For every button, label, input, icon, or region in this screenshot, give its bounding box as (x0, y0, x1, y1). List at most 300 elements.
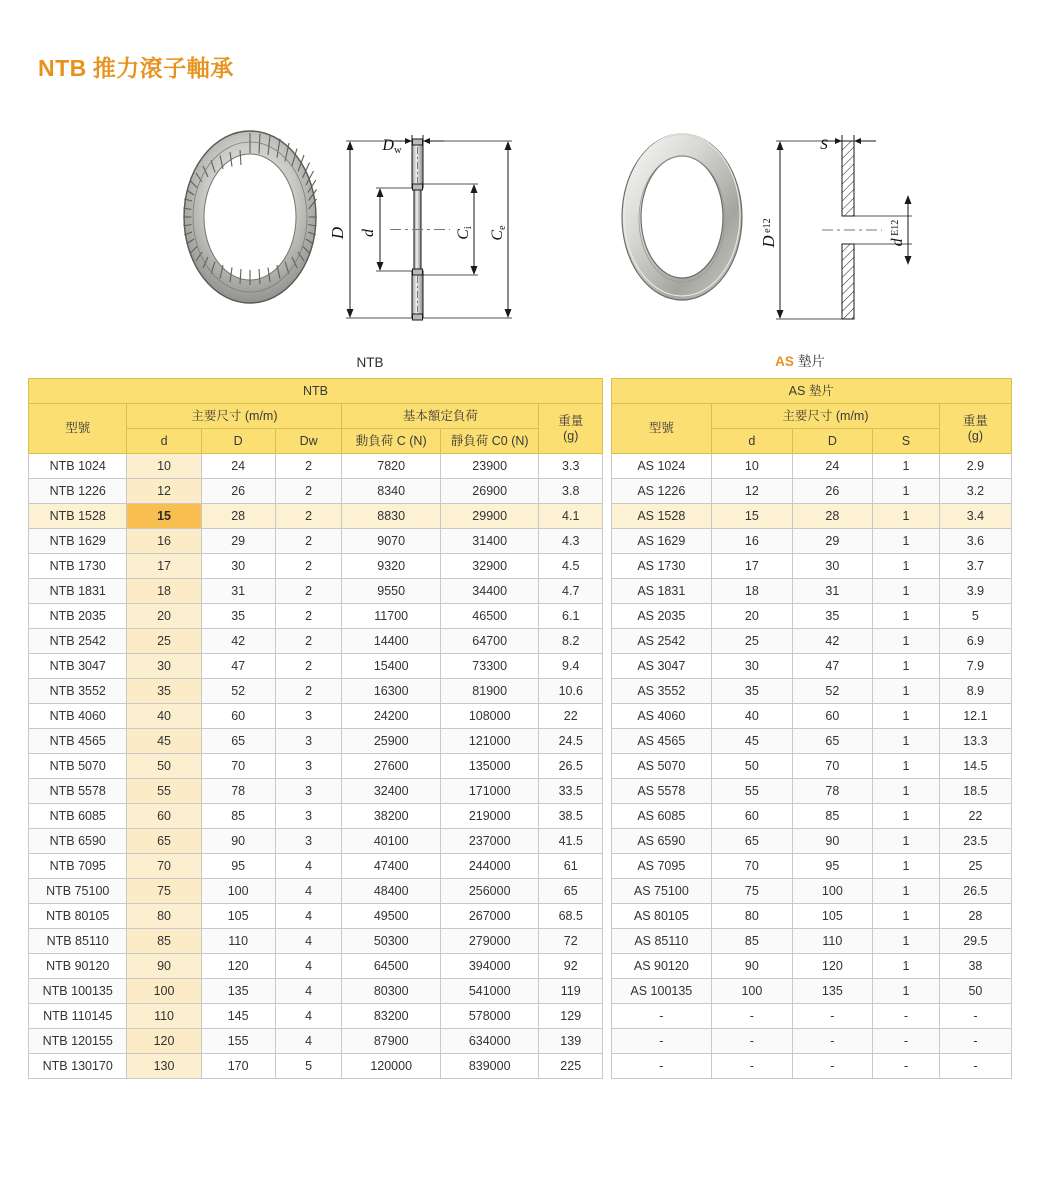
cell-ntb-dynamic-load: 120000 (342, 1054, 440, 1079)
specification-table-wrapper (28, 378, 1012, 1079)
cell-ntb-dynamic-load: 9550 (342, 579, 440, 604)
table-row[interactable] (29, 904, 1012, 929)
table-gap-column (603, 879, 611, 904)
cell-ntb-d: 80 (127, 904, 201, 929)
cell-ntb-model: NTB 4565 (29, 729, 127, 754)
cell-ntb-dynamic-load: 83200 (342, 1004, 440, 1029)
cell-as-S: 1 (873, 804, 940, 829)
cell-as-d: 50 (712, 754, 792, 779)
cell-as-weight: 12.1 (939, 704, 1011, 729)
cell-ntb-d: 16 (127, 529, 201, 554)
cell-ntb-d: 65 (127, 829, 201, 854)
table-gap-column (603, 829, 611, 854)
table-row[interactable] (29, 979, 1012, 1004)
table-gap-column (603, 404, 611, 429)
cell-as-model: AS 1730 (611, 554, 712, 579)
cell-as-S: 1 (873, 954, 940, 979)
cell-as-weight: 18.5 (939, 779, 1011, 804)
cell-as-d: 40 (712, 704, 792, 729)
cell-ntb-D: 95 (201, 854, 275, 879)
cell-ntb-model: NTB 5070 (29, 754, 127, 779)
ntb-drawing (160, 105, 580, 355)
cell-ntb-d: 25 (127, 629, 201, 654)
table-row[interactable] (29, 554, 1012, 579)
table-row[interactable] (29, 929, 1012, 954)
cell-ntb-d: 120 (127, 1029, 201, 1054)
cell-as-weight: 50 (939, 979, 1011, 1004)
cell-ntb-D: 29 (201, 529, 275, 554)
header-ntb-weight-label: 重量 (558, 414, 584, 429)
cell-as-weight: - (939, 1029, 1011, 1054)
cell-as-d: 65 (712, 829, 792, 854)
cell-as-weight: 3.2 (939, 479, 1011, 504)
cell-as-model: AS 1528 (611, 504, 712, 529)
header-as-D: D (792, 429, 872, 454)
table-gap-column (603, 429, 611, 454)
cell-as-model: AS 80105 (611, 904, 712, 929)
label-d-E12: d $^{E12}$ (889, 219, 906, 247)
cell-ntb-dynamic-load: 8830 (342, 504, 440, 529)
cell-as-d: 16 (712, 529, 792, 554)
header-as-weight-label: 重量 (962, 414, 988, 429)
cell-ntb-model: NTB 5578 (29, 779, 127, 804)
cell-ntb-model: NTB 1226 (29, 479, 127, 504)
cell-ntb-static-load: 578000 (440, 1004, 538, 1029)
table-gap-column (603, 454, 611, 479)
table-gap-column (603, 479, 611, 504)
cell-as-S: 1 (873, 904, 940, 929)
cell-ntb-static-load: 31400 (440, 529, 538, 554)
cell-ntb-d: 40 (127, 704, 201, 729)
cell-as-weight: 13.3 (939, 729, 1011, 754)
table-gap-column (603, 729, 611, 754)
cell-ntb-D: 24 (201, 454, 275, 479)
cell-ntb-D: 30 (201, 554, 275, 579)
cell-ntb-weight: 24.5 (539, 729, 603, 754)
cell-as-weight: 14.5 (939, 754, 1011, 779)
table-gap-column (603, 554, 611, 579)
cell-as-weight: 3.9 (939, 579, 1011, 604)
header-as-weight-unit: (g) (967, 428, 984, 443)
cell-as-model: - (611, 1004, 712, 1029)
cell-ntb-dynamic-load: 32400 (342, 779, 440, 804)
table-row[interactable] (29, 604, 1012, 629)
cell-as-model: AS 4060 (611, 704, 712, 729)
cell-ntb-Dw: 4 (275, 904, 342, 929)
table-gap-column (603, 579, 611, 604)
cell-ntb-model: NTB 6085 (29, 804, 127, 829)
cell-ntb-Dw: 2 (275, 454, 342, 479)
cell-ntb-model: NTB 1528 (29, 504, 127, 529)
table-row[interactable] (29, 479, 1012, 504)
cell-as-D: 105 (792, 904, 872, 929)
cell-ntb-Dw: 3 (275, 754, 342, 779)
cell-as-weight: 3.6 (939, 529, 1011, 554)
cell-ntb-dynamic-load: 48400 (342, 879, 440, 904)
cell-ntb-dynamic-load: 9320 (342, 554, 440, 579)
cell-ntb-d: 30 (127, 654, 201, 679)
cell-as-model: AS 1226 (611, 479, 712, 504)
table-gap-column (603, 654, 611, 679)
table-row[interactable] (29, 804, 1012, 829)
cell-ntb-dynamic-load: 87900 (342, 1029, 440, 1054)
cell-as-D: 135 (792, 979, 872, 1004)
cell-ntb-Dw: 2 (275, 504, 342, 529)
cell-as-D: 120 (792, 954, 872, 979)
cell-ntb-model: NTB 2035 (29, 604, 127, 629)
cell-as-d: 90 (712, 954, 792, 979)
cell-ntb-Dw: 2 (275, 479, 342, 504)
cell-ntb-Dw: 3 (275, 804, 342, 829)
cell-ntb-d: 100 (127, 979, 201, 1004)
cell-ntb-d: 45 (127, 729, 201, 754)
cell-as-D: - (792, 1029, 872, 1054)
cell-ntb-d: 20 (127, 604, 201, 629)
table-row[interactable] (29, 629, 1012, 654)
cell-ntb-static-load: 26900 (440, 479, 538, 504)
cell-ntb-weight: 4.5 (539, 554, 603, 579)
cell-ntb-dynamic-load: 50300 (342, 929, 440, 954)
cell-as-D: 65 (792, 729, 872, 754)
cell-as-weight: 38 (939, 954, 1011, 979)
cell-ntb-D: 100 (201, 879, 275, 904)
table-row[interactable] (29, 579, 1012, 604)
cell-as-d: 25 (712, 629, 792, 654)
cell-ntb-dynamic-load: 24200 (342, 704, 440, 729)
cell-as-D: 85 (792, 804, 872, 829)
label-Dw: Dw (382, 137, 402, 156)
cell-as-weight: - (939, 1004, 1011, 1029)
cell-as-d: 30 (712, 654, 792, 679)
group-header-as: AS 墊片 (611, 379, 1011, 404)
page-title (38, 50, 234, 83)
cell-ntb-D: 42 (201, 629, 275, 654)
ntb-figure (160, 105, 580, 370)
cell-as-D: 60 (792, 704, 872, 729)
cell-ntb-d: 70 (127, 854, 201, 879)
cell-ntb-Dw: 2 (275, 554, 342, 579)
figures-section (0, 105, 1040, 370)
cell-ntb-Dw: 3 (275, 729, 342, 754)
cell-ntb-static-load: 279000 (440, 929, 538, 954)
cell-ntb-weight: 4.7 (539, 579, 603, 604)
cell-as-d: 12 (712, 479, 792, 504)
table-gap-column (603, 979, 611, 1004)
cell-ntb-weight: 4.1 (539, 504, 603, 529)
header-as-S: S (873, 429, 940, 454)
cell-ntb-weight: 41.5 (539, 829, 603, 854)
table-gap-column (603, 629, 611, 654)
cell-ntb-static-load: 839000 (440, 1054, 538, 1079)
cell-ntb-Dw: 5 (275, 1054, 342, 1079)
cell-as-S: 1 (873, 929, 940, 954)
cell-ntb-dynamic-load: 27600 (342, 754, 440, 779)
cell-as-S: 1 (873, 529, 940, 554)
page-title-cjk: 推力滾子軸承 (92, 55, 234, 81)
cell-as-S: - (873, 1029, 940, 1054)
cell-as-model: AS 3047 (611, 654, 712, 679)
cell-as-model: AS 1024 (611, 454, 712, 479)
cell-ntb-weight: 26.5 (539, 754, 603, 779)
as-dimension-labels (759, 137, 906, 249)
label-d: d (360, 229, 377, 237)
table-row[interactable] (29, 504, 1012, 529)
cell-ntb-static-load: 171000 (440, 779, 538, 804)
cell-as-d: 60 (712, 804, 792, 829)
cell-as-model: - (611, 1054, 712, 1079)
cell-ntb-Dw: 2 (275, 679, 342, 704)
cell-ntb-model: NTB 120155 (29, 1029, 127, 1054)
cell-ntb-model: NTB 1730 (29, 554, 127, 579)
cell-ntb-weight: 119 (539, 979, 603, 1004)
cell-as-D: 42 (792, 629, 872, 654)
cell-as-weight: 22 (939, 804, 1011, 829)
cell-as-S: 1 (873, 604, 940, 629)
cell-as-weight: 8.9 (939, 679, 1011, 704)
cell-ntb-dynamic-load: 64500 (342, 954, 440, 979)
cell-ntb-weight: 3.8 (539, 479, 603, 504)
table-header (29, 379, 1012, 454)
cell-ntb-D: 85 (201, 804, 275, 829)
cell-as-S: 1 (873, 554, 940, 579)
cell-ntb-d: 130 (127, 1054, 201, 1079)
label-D-e12: D $^{e12}$ (759, 218, 778, 248)
cell-as-model: AS 5578 (611, 779, 712, 804)
table-gap-column (603, 529, 611, 554)
cell-ntb-d: 12 (127, 479, 201, 504)
cell-ntb-weight: 6.1 (539, 604, 603, 629)
cell-ntb-dynamic-load: 11700 (342, 604, 440, 629)
cell-as-d: 20 (712, 604, 792, 629)
cell-ntb-Dw: 4 (275, 1004, 342, 1029)
table-row[interactable] (29, 854, 1012, 879)
table-row[interactable] (29, 704, 1012, 729)
cell-as-D: 110 (792, 929, 872, 954)
cell-ntb-static-load: 634000 (440, 1029, 538, 1054)
header-row-columns (29, 429, 1012, 454)
cell-as-S: 1 (873, 704, 940, 729)
cell-ntb-model: NTB 3552 (29, 679, 127, 704)
cell-ntb-model: NTB 3047 (29, 654, 127, 679)
table-row[interactable] (29, 1004, 1012, 1029)
cell-as-model: AS 1831 (611, 579, 712, 604)
table-gap-column (603, 1004, 611, 1029)
cell-ntb-static-load: 29900 (440, 504, 538, 529)
cell-ntb-model: NTB 4060 (29, 704, 127, 729)
cell-as-d: 80 (712, 904, 792, 929)
cell-ntb-D: 28 (201, 504, 275, 529)
header-ntb-weight (539, 404, 603, 454)
as-washer-figure (590, 105, 1010, 370)
cell-ntb-D: 78 (201, 779, 275, 804)
cell-as-d: 15 (712, 504, 792, 529)
cell-ntb-D: 26 (201, 479, 275, 504)
table-gap-column (603, 904, 611, 929)
cell-ntb-D: 90 (201, 829, 275, 854)
cell-as-D: 47 (792, 654, 872, 679)
ntb-bearing-illustration (183, 131, 316, 303)
cell-ntb-model: NTB 1629 (29, 529, 127, 554)
cell-as-weight: - (939, 1054, 1011, 1079)
table-row[interactable] (29, 1029, 1012, 1054)
table-gap-column (603, 854, 611, 879)
cell-ntb-Dw: 4 (275, 854, 342, 879)
cell-as-d: 70 (712, 854, 792, 879)
cell-ntb-weight: 129 (539, 1004, 603, 1029)
cell-ntb-d: 15 (127, 504, 201, 529)
table-row[interactable] (29, 454, 1012, 479)
cell-ntb-d: 55 (127, 779, 201, 804)
cell-ntb-weight: 8.2 (539, 629, 603, 654)
cell-ntb-D: 60 (201, 704, 275, 729)
cell-ntb-D: 70 (201, 754, 275, 779)
cell-ntb-d: 90 (127, 954, 201, 979)
table-row[interactable] (29, 954, 1012, 979)
cell-as-d: 18 (712, 579, 792, 604)
cell-as-d: - (712, 1004, 792, 1029)
cell-as-S: 1 (873, 679, 940, 704)
header-ntb-dims-group: 主要尺寸 (m/m) (127, 404, 342, 429)
table-row[interactable] (29, 779, 1012, 804)
cell-ntb-weight: 33.5 (539, 779, 603, 804)
cell-as-S: 1 (873, 829, 940, 854)
table-row[interactable] (29, 829, 1012, 854)
cell-as-S: 1 (873, 479, 940, 504)
cell-ntb-Dw: 2 (275, 604, 342, 629)
table-gap-column (603, 804, 611, 829)
cell-ntb-dynamic-load: 49500 (342, 904, 440, 929)
cell-ntb-static-load: 46500 (440, 604, 538, 629)
cell-ntb-dynamic-load: 16300 (342, 679, 440, 704)
cell-ntb-weight: 92 (539, 954, 603, 979)
cell-as-S: 1 (873, 629, 940, 654)
cell-as-weight: 28 (939, 904, 1011, 929)
cell-as-model: AS 1629 (611, 529, 712, 554)
cell-as-D: 90 (792, 829, 872, 854)
cell-ntb-dynamic-load: 40100 (342, 829, 440, 854)
table-row[interactable] (29, 654, 1012, 679)
cell-ntb-d: 85 (127, 929, 201, 954)
cell-as-d: - (712, 1054, 792, 1079)
header-ntb-D: D (201, 429, 275, 454)
header-as-weight (939, 404, 1011, 454)
table-gap-column (603, 754, 611, 779)
header-ntb-Dw: Dw (275, 429, 342, 454)
table-row[interactable] (29, 754, 1012, 779)
cell-ntb-static-load: 256000 (440, 879, 538, 904)
cell-as-S: 1 (873, 979, 940, 1004)
cell-ntb-Dw: 3 (275, 829, 342, 854)
cell-as-S: 1 (873, 654, 940, 679)
cell-as-S: 1 (873, 854, 940, 879)
cell-as-weight: 23.5 (939, 829, 1011, 854)
cell-as-weight: 3.4 (939, 504, 1011, 529)
cell-ntb-d: 110 (127, 1004, 201, 1029)
cell-as-D: 100 (792, 879, 872, 904)
cell-ntb-D: 170 (201, 1054, 275, 1079)
page-title-code: NTB (38, 55, 87, 81)
cell-ntb-model: NTB 80105 (29, 904, 127, 929)
table-gap-column (603, 604, 611, 629)
cell-as-model: AS 5070 (611, 754, 712, 779)
cell-ntb-Dw: 4 (275, 979, 342, 1004)
table-row[interactable] (29, 879, 1012, 904)
cell-ntb-weight: 22 (539, 704, 603, 729)
cell-as-S: - (873, 1004, 940, 1029)
cell-ntb-D: 110 (201, 929, 275, 954)
cell-ntb-Dw: 4 (275, 929, 342, 954)
cell-ntb-d: 17 (127, 554, 201, 579)
cell-as-D: 31 (792, 579, 872, 604)
cell-as-d: 10 (712, 454, 792, 479)
cell-ntb-d: 75 (127, 879, 201, 904)
label-Ci: Ci (455, 226, 474, 240)
table-row[interactable] (29, 679, 1012, 704)
as-figure-caption (590, 350, 1010, 370)
cell-ntb-Dw: 2 (275, 529, 342, 554)
cell-as-d: 17 (712, 554, 792, 579)
cell-ntb-Dw: 2 (275, 579, 342, 604)
cell-ntb-d: 35 (127, 679, 201, 704)
cell-as-D: 95 (792, 854, 872, 879)
cell-ntb-static-load: 34400 (440, 579, 538, 604)
table-row[interactable] (29, 1054, 1012, 1079)
cell-as-S: 1 (873, 754, 940, 779)
table-row[interactable] (29, 529, 1012, 554)
cell-ntb-D: 145 (201, 1004, 275, 1029)
cell-ntb-D: 65 (201, 729, 275, 754)
cell-ntb-static-load: 135000 (440, 754, 538, 779)
cell-as-d: 75 (712, 879, 792, 904)
cell-as-model: AS 7095 (611, 854, 712, 879)
cell-ntb-model: NTB 75100 (29, 879, 127, 904)
ntb-caption-code: NTB (356, 355, 384, 370)
table-row[interactable] (29, 729, 1012, 754)
cell-ntb-weight: 4.3 (539, 529, 603, 554)
cell-ntb-static-load: 64700 (440, 629, 538, 654)
cell-as-d: 100 (712, 979, 792, 1004)
table-gap-column (603, 379, 611, 404)
header-row-subgroups (29, 404, 1012, 429)
cell-ntb-model: NTB 130170 (29, 1054, 127, 1079)
cell-ntb-static-load: 244000 (440, 854, 538, 879)
cell-ntb-D: 35 (201, 604, 275, 629)
cell-as-weight: 26.5 (939, 879, 1011, 904)
cell-ntb-D: 31 (201, 579, 275, 604)
cell-as-S: 1 (873, 454, 940, 479)
cell-as-d: 85 (712, 929, 792, 954)
cell-as-d: 45 (712, 729, 792, 754)
cell-ntb-d: 60 (127, 804, 201, 829)
cell-ntb-dynamic-load: 7820 (342, 454, 440, 479)
cell-ntb-D: 47 (201, 654, 275, 679)
group-header-ntb: NTB (29, 379, 603, 404)
cell-as-model: AS 6085 (611, 804, 712, 829)
as-caption-cjk: 墊片 (797, 354, 825, 369)
ntb-cross-section (346, 135, 512, 320)
as-washer-illustration (622, 134, 742, 300)
cell-as-D: 29 (792, 529, 872, 554)
cell-as-D: 30 (792, 554, 872, 579)
cell-ntb-weight: 10.6 (539, 679, 603, 704)
cell-as-model: - (611, 1029, 712, 1054)
cell-ntb-static-load: 541000 (440, 979, 538, 1004)
cell-ntb-static-load: 32900 (440, 554, 538, 579)
cell-ntb-dynamic-load: 15400 (342, 654, 440, 679)
cell-ntb-weight: 139 (539, 1029, 603, 1054)
cell-ntb-model: NTB 90120 (29, 954, 127, 979)
cell-as-weight: 6.9 (939, 629, 1011, 654)
